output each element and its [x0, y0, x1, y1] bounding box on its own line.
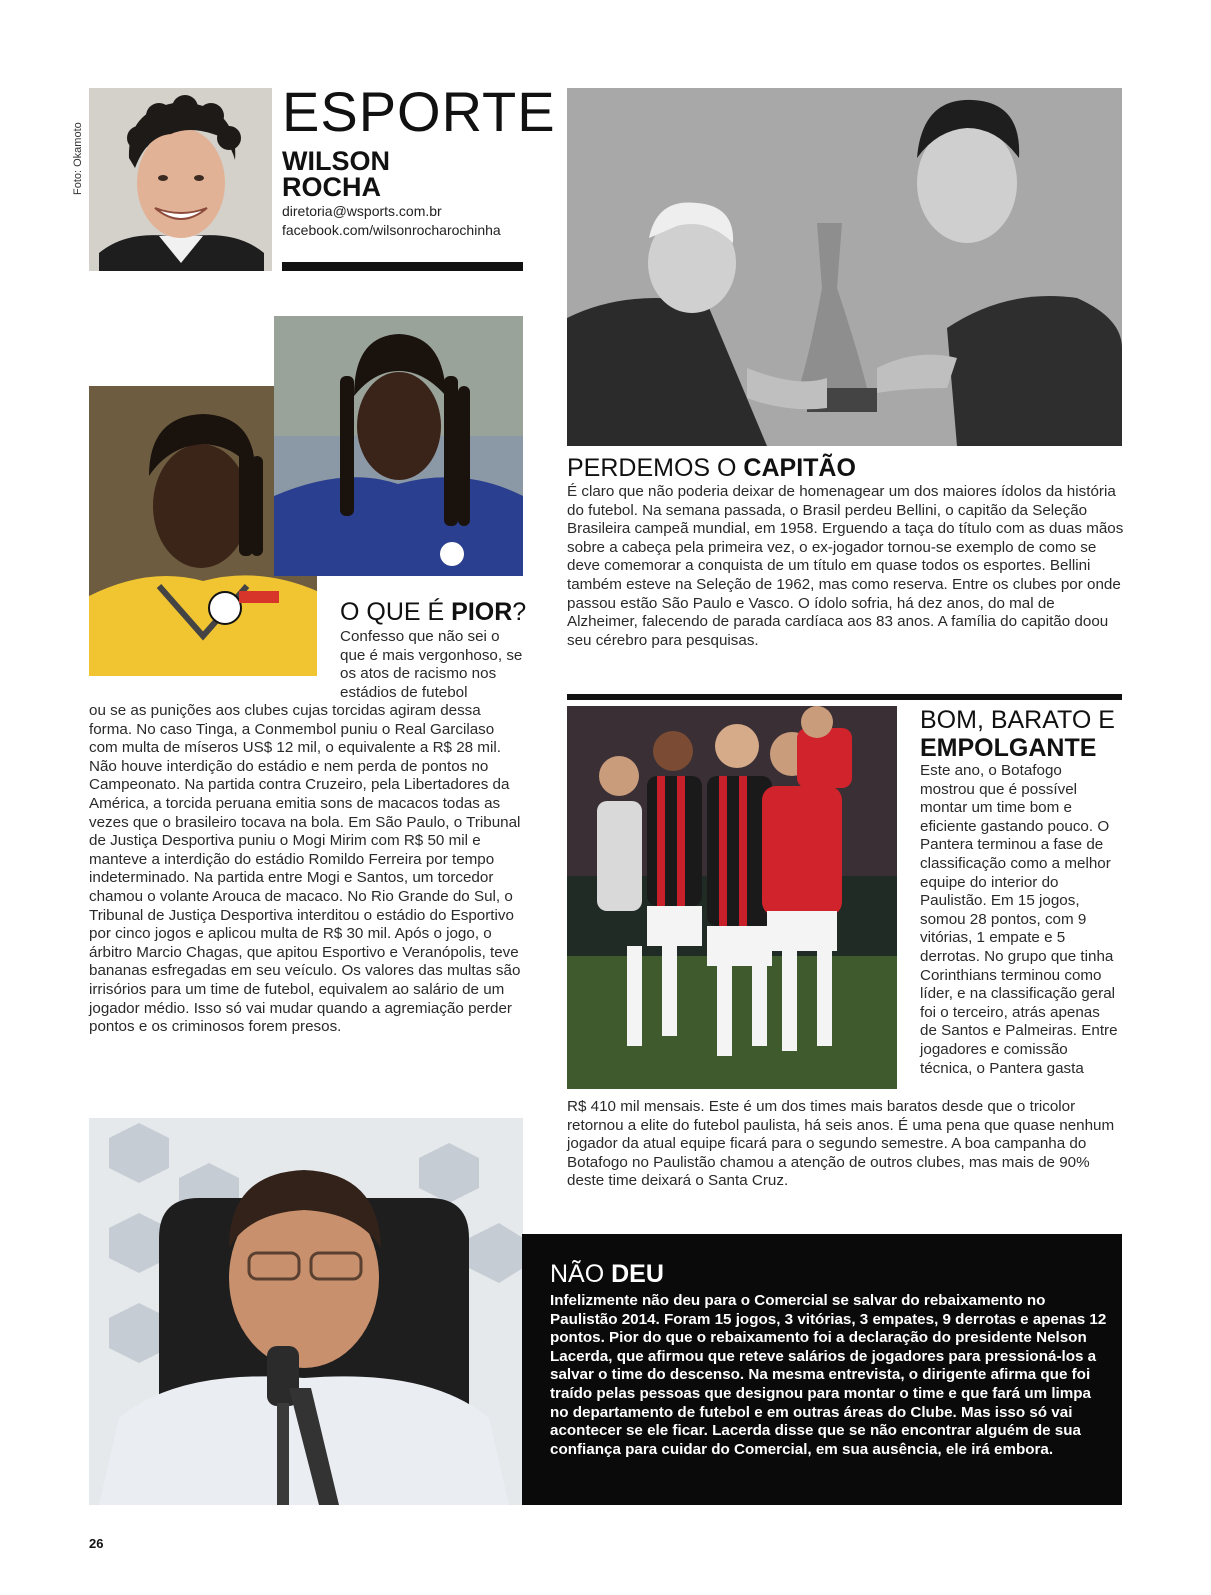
article-deu-title — [550, 1262, 664, 1287]
article-pior-title-bold: PIOR — [451, 598, 513, 626]
article-pior-title-light: O QUE É — [340, 598, 452, 626]
article-pior-body-b: ou se as punições aos clubes cujas torcidas agiram dessa forma. No caso Tinga, a Conmembol puniu o Real Garcilaso com multa de míseros US$ 12 mil, o equivalente a R$ 28 mil. Não houve interdição do estádio e nem perda de pontos no Campeonato. Na partida contra Cruzeiro, pela Libertadores da América, a torcida peruana emitia sons de macacos todas as vezes que o brasileiro tocava na bola. Em São Paulo, o Tribunal de Justiça Desportiva puniu o Mogi Mirim com R$ 50 mil e manteve a interdição do estádio Romildo Ferreira por tempo indeterminado. Na partida entre Mogi e Santos, um torcedor chamou o volante Arouca de macaco. No Rio Grande do Sul, o Tribunal de Justiça Desportiva interditou o estádio do Esportivo por cinco jogos e aplicou multa de R$ 30 mil. Após o jogo, o árbitro Marcio Chagas, que apitou Esportivo e Veranópolis, teve bananas esfregadas em seu veículo. Os valores das multas são irrisórios para um time de futebol, equivalem ao salário de um jogador médio. Isso só vai mudar quando a agremiação perder pontos e os criminosos forem presos. — [89, 702, 521, 1036]
article-capitao-title-light: PERDEMOS O — [567, 454, 744, 482]
article-capitao-title-bold: CAPITÃO — [743, 454, 856, 482]
article-capitao-title — [567, 456, 856, 481]
author-name — [282, 148, 482, 200]
article-pior-title — [340, 600, 526, 625]
article-bom-title — [920, 706, 1125, 762]
article-pior-title-suffix: ? — [512, 598, 527, 626]
photo-credit: Foto: Okamoto — [72, 122, 84, 195]
player-cruzeiro-photo — [274, 316, 523, 576]
author-name-first: WILSON — [282, 146, 390, 176]
author-facebook[interactable]: facebook.com/wilsonrocharochinha — [282, 222, 501, 238]
article-deu-title-light: NÃO — [550, 1260, 612, 1288]
bellini-trophy-photo — [567, 88, 1122, 446]
article-bom-body-a: Este ano, o Botafogo mostrou que é possível montar um time bom e eficiente gastando pouco. O Pantera terminou a fase de classificação como a melhor equipe do interior do Paulistão. Em 15 jogos, somou 28 pontos, com 9 vitórias, 1 empate e 5 derrotas. No grupo que tinha Corinthians terminou como líder, e na classificação geral foi o terceiro, atrás apenas de Santos e Palmeiras. Entre jogadores e comissão técnica, o Pantera gasta — [920, 762, 1118, 1077]
section-divider — [567, 694, 1122, 700]
section-title: ESPORTE — [282, 80, 556, 143]
article-bom-body-b: R$ 410 mil mensais. Este é um dos times mais baratos desde que o tricolor retornou a elite do futebol paulista, há seis anos. É uma pena que quase nenhum jogador da atual equipe ficará para o segundo semestre. A boa campanha do Botafogo no Paulistão chamou a atenção de outros clubes, mas mais de 90% deste time deixará o Santa Cruz. — [567, 1098, 1115, 1190]
article-bom-title-bold: EMPOLGANTE — [920, 734, 1097, 762]
header-rule — [282, 262, 523, 271]
article-pior-body-a: Confesso que não sei o que é mais vergonhoso, se os atos de racismo nos estádios de futebol — [340, 628, 523, 701]
article-deu-title-bold: DEU — [611, 1260, 664, 1288]
author-email[interactable]: diretoria@wsports.com.br — [282, 203, 442, 219]
article-capitao-body: É claro que não poderia deixar de homenagear um dos maiores ídolos da história do futebol. Na semana passada, o Brasil perdeu Bellini, o capitão da Seleção Brasileira campeã mundial, em 1958. Erguendo a taça do título com as duas mãos sobre a cabeça pela primeira vez, o ex-jogador tornou-se exemplo de como se deve comemorar a conquista de um título em quase todos os esportes. Bellini também esteve na Seleção de 1962, mas como reserva. Entre os clubes por onde passou estão São Paulo e Vasco. O ídolo sofria, há dez anos, do mal de Alzheimer, falecendo de parada cardíaca aos 83 anos. A família do capitão doou seu cérebro para pesquisas. — [567, 483, 1124, 649]
author-name-last: ROCHA — [282, 172, 381, 202]
article-bom-title-light: BOM, BARATO E — [920, 706, 1115, 734]
page-number: 26 — [89, 1536, 104, 1551]
botafogo-celebration-photo — [567, 706, 897, 1089]
author-photo — [89, 88, 272, 271]
president-press-photo — [89, 1118, 523, 1505]
article-deu-body: Infelizmente não deu para o Comercial se salvar do rebaixamento no Paulistão 2014. Foram 15 jogos, 3 vitórias, 3 empates, 9 derrotas e apenas 12 pontos. Pior do que o rebaixamento foi a declaração do presidente Nelson Lacerda, que afirmou que reteve salários de jogadores para pressioná-los a salvar o time do descenso. Na mesma entrevista, o dirigente afirma que foi traído pelas pessoas que designou para montar o time e que fará um limpa no departamento de futebol e em outras áreas do Clube. Mas isso só vai acontecer se ele ficar. Lacerda disse que se não encontrar alguém de sua confiança para cuidar do Comercial, em sua ausência, ele irá embora. — [550, 1292, 1107, 1458]
